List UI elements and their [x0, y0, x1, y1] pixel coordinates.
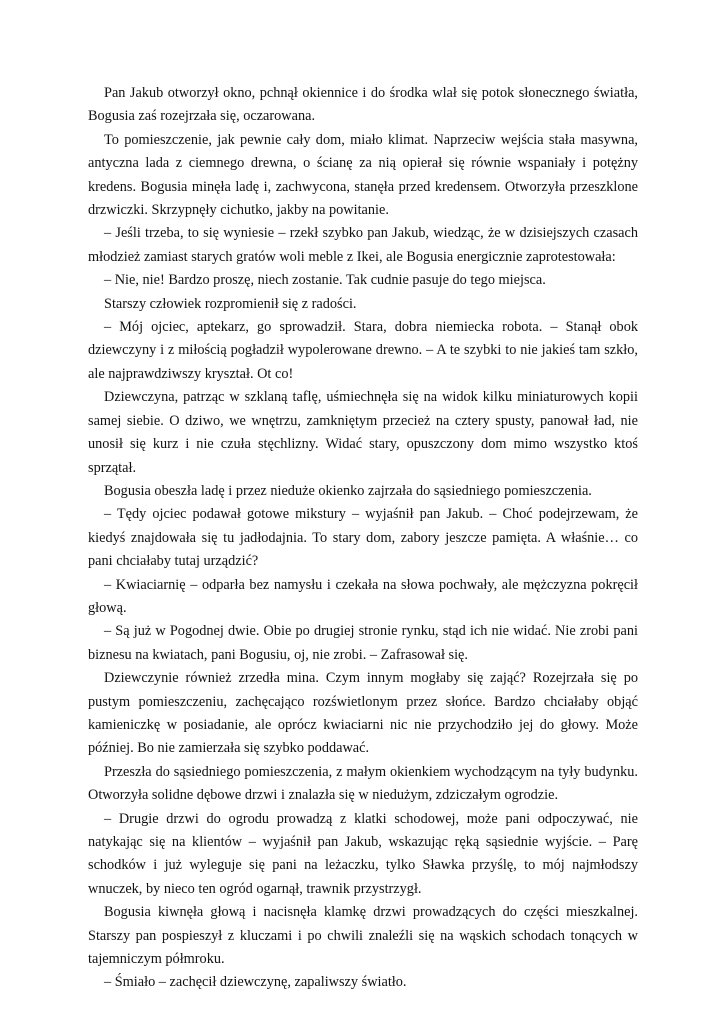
paragraph-14: – Drugie drzwi do ogrodu prowadzą z klatki schodowej, może pani odpoczywać, nie natykając się na klientów – wyjaśnił pan Jakub, wskazując ręką sąsiednie wyjście. – Parę schodków i już wyleguje się pani na leżaczku, tylko Sławka przyślę, to mój najmłodszy wnuczek, by nieco ten ogród ogarnął, trawnik przystrzygł.	[88, 810, 638, 897]
paragraph-10: – Kwiaciarnię – odparła bez namysłu i czekała na słowa pochwały, ale mężczyzna pokręcił głową.	[88, 576, 638, 616]
document-page	[88, 82, 638, 995]
paragraph-6: – Mój ojciec, aptekarz, go sprowadził. Stara, dobra niemiecka robota. – Stanął obok dziewczyny i z miłością pogładził wypolerowane drewno. – A te szybki to nie jakieś tam szkło, ale najprawdziwszy kryształ. Ot co!	[88, 319, 638, 382]
paragraph-5: Starszy człowiek rozpromienił się z radości.	[104, 295, 357, 312]
paragraph-7: Dziewczyna, patrząc w szklaną taflę, uśmiechnęła się na widok kilku miniaturowych kopii samej siebie. O dziwo, we wnętrzu, zamkniętym przecież na cztery spusty, panował ład, nie unosił się kurz i nie czuła stęchlizny. Widać stary, opuszczony dom mimo wszystko ktoś sprzątał.	[88, 389, 638, 476]
paragraph-1: Pan Jakub otworzył okno, pchnął okiennice i do środka wlał się potok słonecznego światła, Bogusia zaś rozejrzała się, oczarowana.	[88, 85, 638, 125]
paragraph-16: – Śmiało – zachęcił dziewczynę, zapaliwszy światło.	[104, 974, 407, 991]
paragraph-12: Dziewczynie również zrzedła mina. Czym innym mogłaby się zająć? Rozejrzała się po pustym pomieszczeniu, zachęcająco rozświetlonym przez słońce. Bardzo chciałaby objąć kamieniczkę w posiadanie, ale oprócz kwiaciarni nic nie przychodziło jej do głowy. Może później. Bo nie zamierzała się szybko poddawać.	[88, 670, 638, 757]
paragraph-9: – Tędy ojciec podawał gotowe mikstury – wyjaśnił pan Jakub. – Choć podejrzewam, że kiedyś znajdowała się tu jadłodajnia. To stary dom, zabory jeszcze pamięta. A właśnie… co pani chciałaby tutaj urządzić?	[88, 506, 638, 570]
paragraph-2: To pomieszczenie, jak pewnie cały dom, miało klimat. Naprzeciw wejścia stała masywna, antyczna lada z ciemnego drewna, o ścianę za nią opierał się równie wspaniały i potężny kredens. Bogusia minęła ladę i, zachwycona, stanęła przed kredensem. Otworzyła przeszklone drzwiczki. Skrzypnęły cichutko, jakby na powitanie.	[88, 131, 638, 219]
paragraph-15: Bogusia kiwnęła głową i nacisnęła klamkę drzwi prowadzących do części mieszkalnej. Starszy pan pospieszył z kluczami i po chwili znaleźli się na wąskich schodach tonących w tajemniczym półmroku.	[88, 904, 638, 968]
paragraph-13: Przeszła do sąsiedniego pomieszczenia, z małym okienkiem wychodzącym na tyły budynku. Otworzyła solidne dębowe drzwi i znalazła się w niedużym, zdziczałym ogrodzie.	[88, 763, 638, 804]
paragraph-4: – Nie, nie! Bardzo proszę, niech zostanie. Tak cudnie pasuje do tego miejsca.	[104, 272, 546, 289]
paragraph-3: – Jeśli trzeba, to się wyniesie – rzekł szybko pan Jakub, wiedząc, że w dzisiejszych czasach młodzież zamiast starych gratów woli meble z Ikei, ale Bogusia energicznie zaprotestowała:	[88, 225, 638, 265]
paragraph-8: Bogusia obeszła ladę i przez nieduże okienko zajrzała do sąsiedniego pomieszczenia.	[104, 482, 592, 499]
paragraph-11: – Są już w Pogodnej dwie. Obie po drugiej stronie rynku, stąd ich nie widać. Nie zrobi pani biznesu na kwiatach, pani Bogusiu, oj, nie zrobi. – Zafrasował się.	[88, 623, 638, 663]
